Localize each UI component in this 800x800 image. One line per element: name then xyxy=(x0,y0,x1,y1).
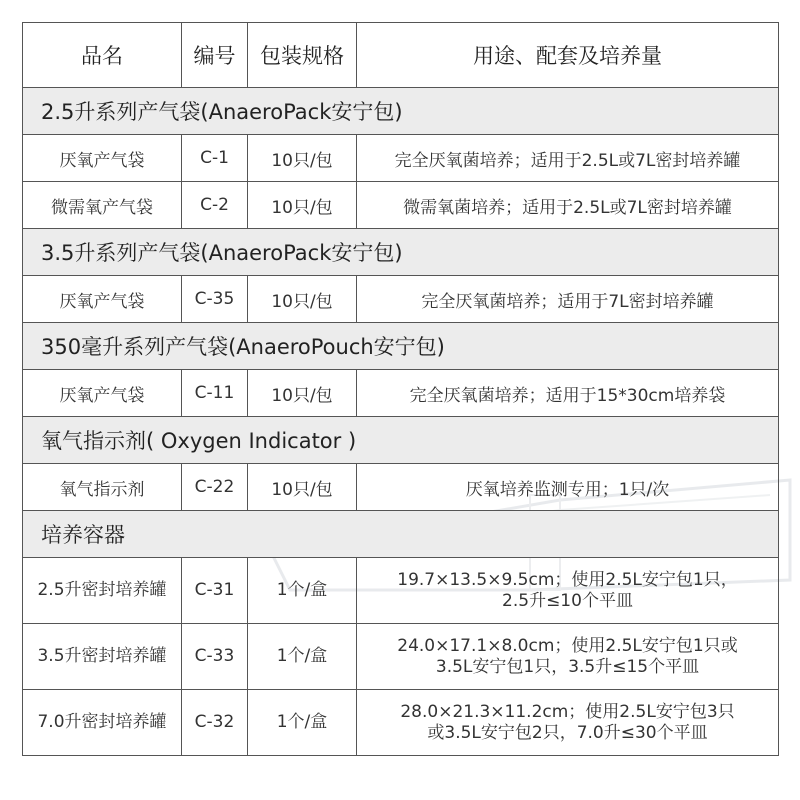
table-row xyxy=(23,690,779,756)
section-title: 2.5升系列产气袋(AnaeroPack安宁包) xyxy=(23,88,779,135)
section-header xyxy=(23,323,779,370)
header-code: 编号 xyxy=(182,23,248,88)
cell-package: 10只/包 xyxy=(248,135,357,182)
header-row xyxy=(23,23,779,88)
cell-package: 10只/包 xyxy=(248,464,357,511)
cell-usage: 完全厌氧菌培养；适用于2.5L或7L密封培养罐 xyxy=(357,135,779,182)
table-row xyxy=(23,276,779,323)
header-usage: 用途、配套及培养量 xyxy=(357,23,779,88)
cell-code: C-35 xyxy=(182,276,248,323)
usage-line-2: 2.5升≤10个平皿 xyxy=(502,590,633,611)
cell-package: 1个/盒 xyxy=(248,558,357,624)
cell-name: 厌氧产气袋 xyxy=(23,370,182,417)
cell-name: 厌氧产气袋 xyxy=(23,135,182,182)
cell-name: 微需氧产气袋 xyxy=(23,182,182,229)
cell-name: 氧气指示剂 xyxy=(23,464,182,511)
section-title: 3.5升系列产气袋(AnaeroPack安宁包) xyxy=(23,229,779,276)
cell-code: C-32 xyxy=(182,690,248,756)
table-row xyxy=(23,558,779,624)
cell-code: C-22 xyxy=(182,464,248,511)
cell-usage: 微需氧菌培养；适用于2.5L或7L密封培养罐 xyxy=(357,182,779,229)
cell-code: C-31 xyxy=(182,558,248,624)
table-row xyxy=(23,624,779,690)
usage-line-1: 24.0×17.1×8.0cm；使用2.5L安宁包1只或 xyxy=(397,636,738,657)
cell-package: 10只/包 xyxy=(248,276,357,323)
usage-line-1: 28.0×21.3×11.2cm；使用2.5L安宁包3只 xyxy=(400,702,735,723)
cell-usage xyxy=(357,690,779,756)
section-header xyxy=(23,88,779,135)
cell-code: C-1 xyxy=(182,135,248,182)
cell-package: 10只/包 xyxy=(248,370,357,417)
section-title: 培养容器 xyxy=(23,511,779,558)
cell-name: 2.5升密封培养罐 xyxy=(23,558,182,624)
cell-code: C-33 xyxy=(182,624,248,690)
cell-package: 10只/包 xyxy=(248,182,357,229)
table-row xyxy=(23,135,779,182)
cell-usage xyxy=(357,558,779,624)
cell-usage xyxy=(357,624,779,690)
section-title: 350毫升系列产气袋(AnaeroPouch安宁包) xyxy=(23,323,779,370)
usage-line-2: 或3.5L安宁包2只，7.0升≤30个平皿 xyxy=(427,722,708,743)
cell-usage: 完全厌氧菌培养；适用于7L密封培养罐 xyxy=(357,276,779,323)
cell-name: 厌氧产气袋 xyxy=(23,276,182,323)
cell-package: 1个/盒 xyxy=(248,624,357,690)
cell-usage: 完全厌氧菌培养；适用于15*30cm培养袋 xyxy=(357,370,779,417)
usage-line-1: 19.7×13.5×9.5cm；使用2.5L安宁包1只， xyxy=(397,570,738,591)
section-header xyxy=(23,511,779,558)
usage-line-2: 3.5L安宁包1只，3.5升≤15个平皿 xyxy=(435,656,700,677)
header-name: 品名 xyxy=(23,23,182,88)
section-title: 氧气指示剂( Oxygen Indicator ) xyxy=(23,417,779,464)
section-header xyxy=(23,417,779,464)
cell-package: 1个/盒 xyxy=(248,690,357,756)
table-row xyxy=(23,182,779,229)
section-header xyxy=(23,229,779,276)
product-table xyxy=(22,22,779,756)
cell-code: C-11 xyxy=(182,370,248,417)
header-package: 包装规格 xyxy=(248,23,357,88)
cell-code: C-2 xyxy=(182,182,248,229)
table-row xyxy=(23,464,779,511)
cell-name: 3.5升密封培养罐 xyxy=(23,624,182,690)
cell-name: 7.0升密封培养罐 xyxy=(23,690,182,756)
table-row xyxy=(23,370,779,417)
cell-usage: 厌氧培养监测专用；1只/次 xyxy=(357,464,779,511)
